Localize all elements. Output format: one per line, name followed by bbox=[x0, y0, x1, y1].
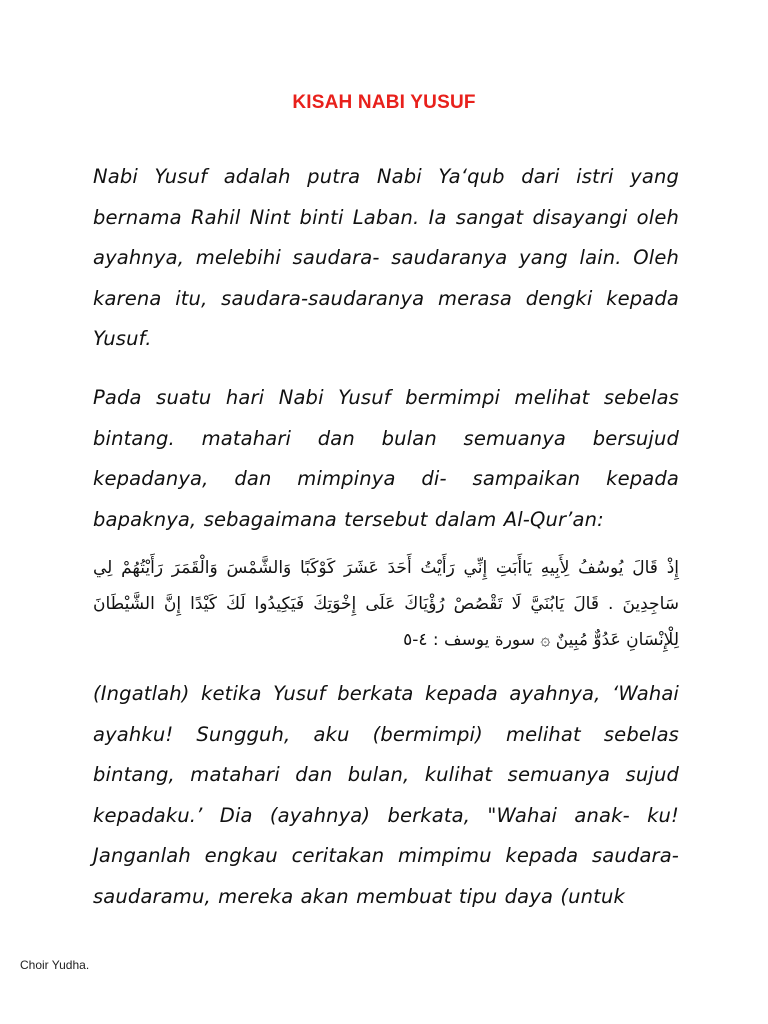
paragraph-translation: (Ingatlah) ketika Yusuf berkata kepada ayahnya, ‘Wahai ayahku! Sungguh, aku (bermimpi) melihat sebelas bintang, matahari dan bulan, kulihat semuanya sujud kepadaku.’ Dia (ayahnya) berkata, "Wahai anak- ku! Janganlah engkau ceritakan mimpimu kepada saudara- saudaramu, mereka akan membuat tipu daya (untuk bbox=[93, 682, 679, 908]
quran-verse-arabic: إِذْ قَالَ يُوسُفُ لِأَبِيهِ يَاأَبَتِ إِنِّي رَأَيْتُ أَحَدَ عَشَرَ كَوْكَبًا وَالشَّمْسَ وَالْقَمَرَ رَأَيْتُهُمْ لِي سَاجِدِينَ . قَالَ يَابُنَيَّ لَا تَقْصُصْ رُؤْيَاكَ عَلَى إِخْوَتِكَ فَيَكِيدُوا لَكَ كَيْدًا إِنَّ الشَّيْطَانَ لِلْإِنْسَانِ عَدُوٌّ مُبِينٌ ۞ سورة يوسف : ٤-٥ bbox=[93, 558, 679, 650]
footer-author: Choir Yudha. bbox=[20, 958, 90, 972]
page-title: KISAH NABI YUSUF bbox=[292, 92, 476, 113]
paragraph-dream: Pada suatu hari Nabi Yusuf bermimpi melihat sebelas bintang. matahari dan bulan semuanya bersujud kepadanya, dan mimpinya di- sampaikan kepada bapaknya, sebagaimana tersebut dalam Al-Qur’an: bbox=[93, 386, 679, 531]
paragraph-intro: Nabi Yusuf adalah putra Nabi Ya‘qub dari istri yang bernama Rahil Nint binti Laban. Ia sangat disayangi oleh ayahnya, melebihi saudara- saudaranya yang lain. Oleh karena itu, saudara-saudaranya merasa dengki kepada Yusuf. bbox=[93, 165, 679, 350]
